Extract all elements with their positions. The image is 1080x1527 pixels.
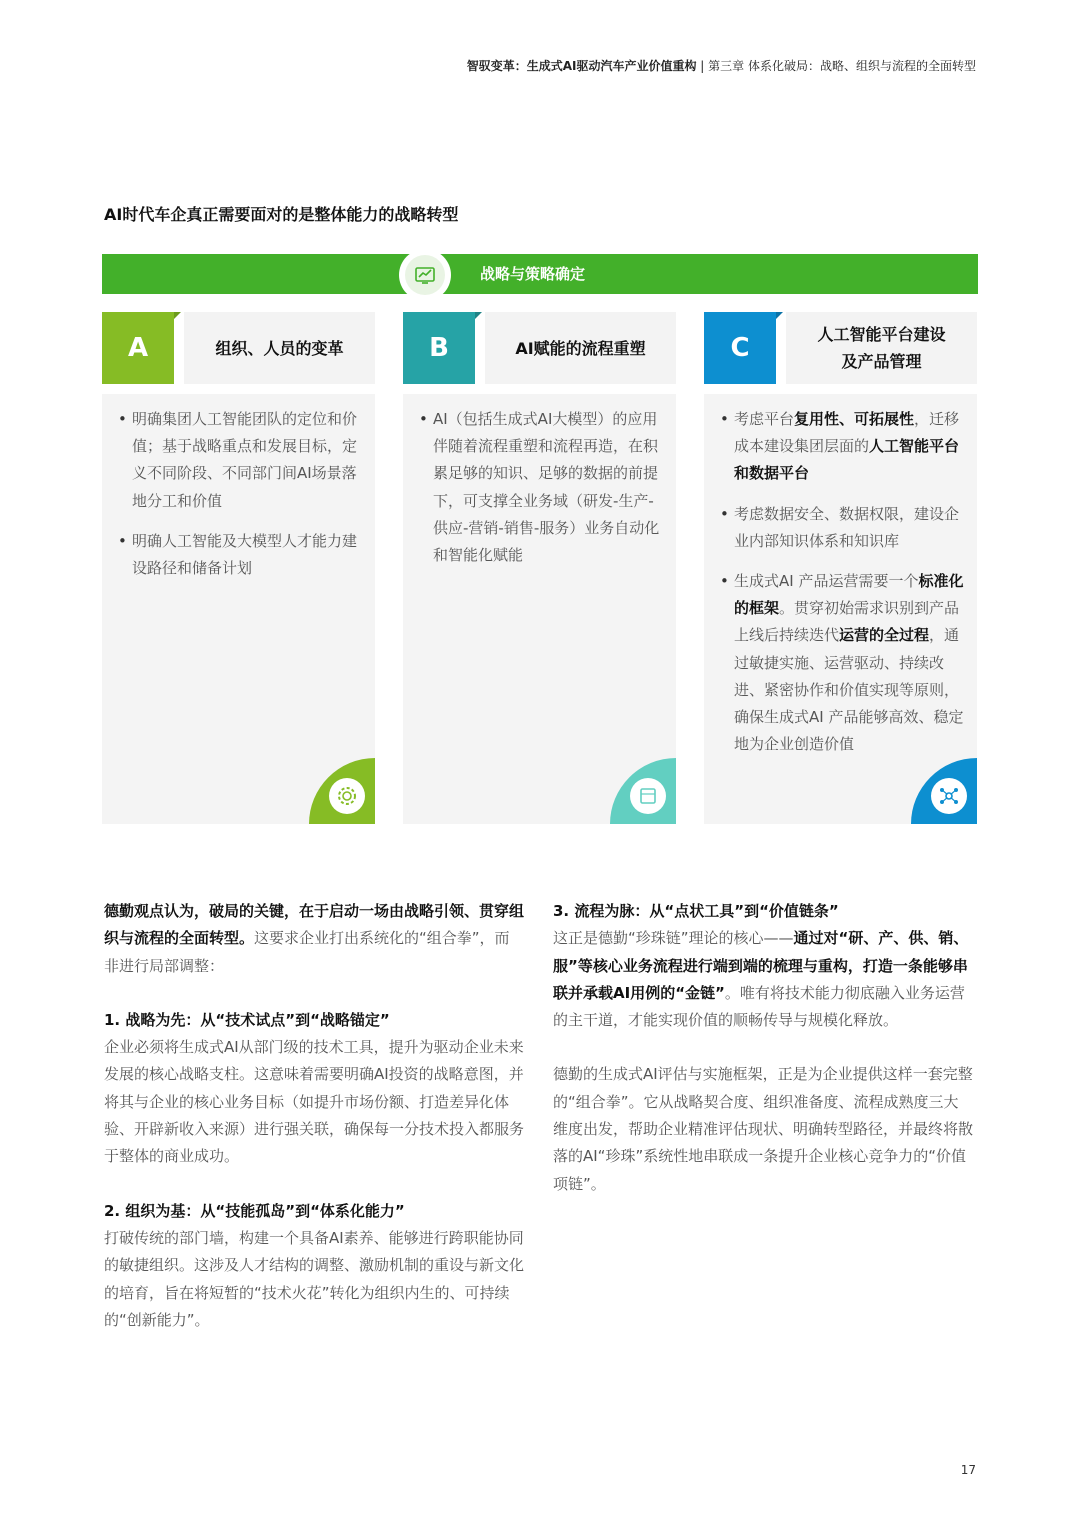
bullet-item: • 考虑平台复用性、可拓展性，迁移成本建设集团层面的人工智能平台和数据平台 <box>720 406 965 488</box>
column-body <box>704 394 977 824</box>
banner-label: 战略与策略确定 <box>480 265 586 283</box>
point2-body: 打破传统的部门墙，构建一个具备AI素养、能够进行跨职能协同的敏捷组织。这涉及人才结构的调整、激励机制的重设与新文化的培育，旨在将短暂的“技术火花”转化为组织内生的、可持续的“创新能力”。 <box>104 1228 525 1329</box>
bullet-list <box>704 394 977 758</box>
corner-decoration <box>309 758 375 824</box>
point1-heading: 1. 战略为先：从“技术试点”到“战略锚定” <box>104 1010 390 1029</box>
column-title-line2: 及产品管理 <box>841 352 922 371</box>
bullet-item: • 考虑数据安全、数据权限，建设企业内部知识体系和知识库 <box>720 501 965 555</box>
column-letter: B <box>403 312 475 384</box>
column-title-line1: 人工智能平台建设 <box>817 325 946 344</box>
bullet-item: • 生成式AI 产品运营需要一个标准化的框架。贯穿初始需求识别到产品上线后持续迭代运营的全过程，通过敏捷实施、运营驱动、持续改进、紧密协作和价值实现等原则，确保生成式AI 产品能够高效、稳定地为企业创造价值 <box>720 568 965 758</box>
column-title <box>786 312 977 384</box>
gear-cog-icon <box>329 778 365 814</box>
column-letter: C <box>704 312 776 384</box>
point2-heading: 2. 组织为基：从“技能孤岛”到“体系化能力” <box>104 1201 405 1220</box>
body-text-left <box>104 898 524 1361</box>
closing-paragraph: 德勤的生成式AI评估与实施框架，正是为企业提供这样一套完整的“组合拳”。它从战略契合度、组织准备度、流程成熟度三大维度出发，帮助企业精准评估现状、明确转型路径，并最终将散落的AI“珍珠”系统性地串联成一条提升企业核心竞争力的“价值项链”。 <box>553 1065 974 1193</box>
bullet-item: • 明确人工智能及大模型人才能力建设路径和储备计划 <box>118 528 363 582</box>
process-icon <box>630 778 666 814</box>
book-title: 智驭变革：生成式AI驱动汽车产业价值重构 <box>466 59 697 73</box>
network-icon <box>931 778 967 814</box>
column-title: AI赋能的流程重塑 <box>485 312 676 384</box>
chapter-title: 第三章 体系化破局：战略、组织与流程的全面转型 <box>708 59 976 73</box>
point3-heading: 3. 流程为脉：从“点状工具”到“价值链条” <box>553 902 839 920</box>
corner-decoration <box>610 758 676 824</box>
point1-body: 企业必须将生成式AI从部门级的技术工具，提升为驱动企业未来发展的核心战略支柱。这意味着需要明确AI投资的战略意图，并将其与企业的核心业务目标（如提升市场份额、打造差异化体验、开辟新收入来源）进行强关联，确保每一分技术投入都服务于整体的商业成功。 <box>104 1038 525 1166</box>
intro-paragraph: 德勤观点认为，破局的关键，在于启动一场由战略引领、贯穿组织与流程的全面转型。这要求企业打出系统化的“组合拳”，而非进行局部调整： <box>104 902 525 975</box>
running-header <box>467 57 976 74</box>
bullet-item: • 明确集团人工智能团队的定位和价值；基于战略重点和发展目标，定义不同阶段、不同部门间AI场景落地分工和价值 <box>118 406 363 515</box>
corner-decoration <box>911 758 977 824</box>
bullet-list <box>403 394 676 569</box>
point3-body: 这正是德勤“珍珠链”理论的核心——通过对“研、产、供、销、服”等核心业务流程进行端到端的梳理与重构，打造一条能够串联并承载AI用例的“金链”。唯有将技术能力彻底融入业务运营的主干道，才能实现价值的顺畅传导与规模化释放。 <box>553 929 969 1030</box>
strategy-icon <box>399 249 451 301</box>
page-number: 17 <box>960 1463 976 1477</box>
bullet-list <box>102 394 375 582</box>
section-title: AI时代车企真正需要面对的是整体能力的战略转型 <box>104 205 459 224</box>
header-separator: | <box>700 59 705 73</box>
column-title: 组织、人员的变革 <box>184 312 375 384</box>
column-body <box>102 394 375 824</box>
column-c <box>704 312 977 824</box>
column-letter: A <box>102 312 174 384</box>
body-text-right <box>553 898 973 1225</box>
column-b <box>403 312 676 824</box>
bullet-item: • AI（包括生成式AI大模型）的应用伴随着流程重塑和流程再造，在积累足够的知识、足够的数据的前提下，可支撑全业务域（研发-生产-供应-营销-销售-服务）业务自动化和智能化赋能 <box>419 406 664 569</box>
column-a <box>102 312 375 824</box>
column-body <box>403 394 676 824</box>
